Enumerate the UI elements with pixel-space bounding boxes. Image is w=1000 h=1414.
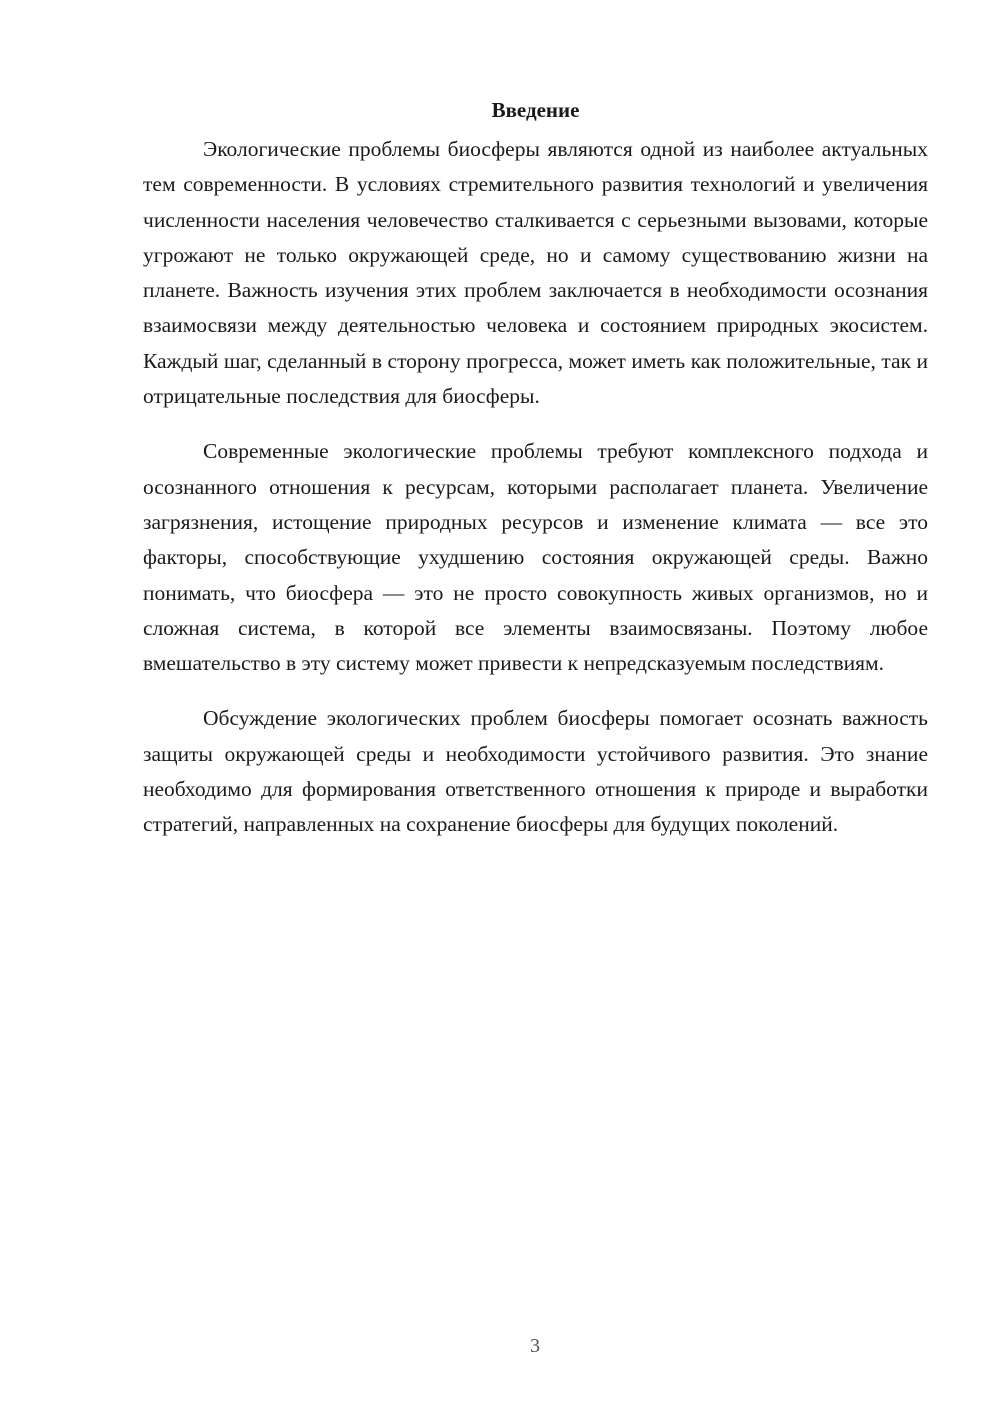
paragraph-2: Современные экологические проблемы требуют комплексного подхода и осознанного отношения к ресурсам, которыми располагает планета. Увеличение загрязнения, истощение природных ресурсов и изменение климата — все это факторы, способствующие ухудшению состояния окружающей среды. Важно понимать, что биосфера — это не просто совокупность живых организмов, но и сложная система, в которой все элементы взаимосвязаны. Поэтому любое вмешательство в эту систему может привести к непредсказуемым последствиям. [143,439,928,676]
section-heading: Введение [491,98,580,122]
paragraph-3: Обсуждение экологических проблем биосферы помогает осознать важность защиты окружающей среды и необходимости устойчивого развития. Это знание необходимо для формирования ответственного отношения к природе и выработки стратегий, направленных на сохранение биосферы для будущих поколений. [143,706,928,837]
paragraph-1: Экологические проблемы биосферы являются одной из наиболее актуальных тем современности. В условиях стремительного развития технологий и увеличения численности населения человечество сталкивается с серьезными вызовами, которые угрожают не только окружающей среде, но и самому существованию жизни на планете. Важность изучения этих проблем заключается в необходимости осознания взаимосвязи между деятельностью человека и состоянием природных экосистем. Каждый шаг, сделанный в сторону прогресса, может иметь как положительные, так и отрицательные последствия для биосферы. [143,137,928,409]
page-content [143,92,928,863]
page-number: 3 [530,1335,540,1357]
